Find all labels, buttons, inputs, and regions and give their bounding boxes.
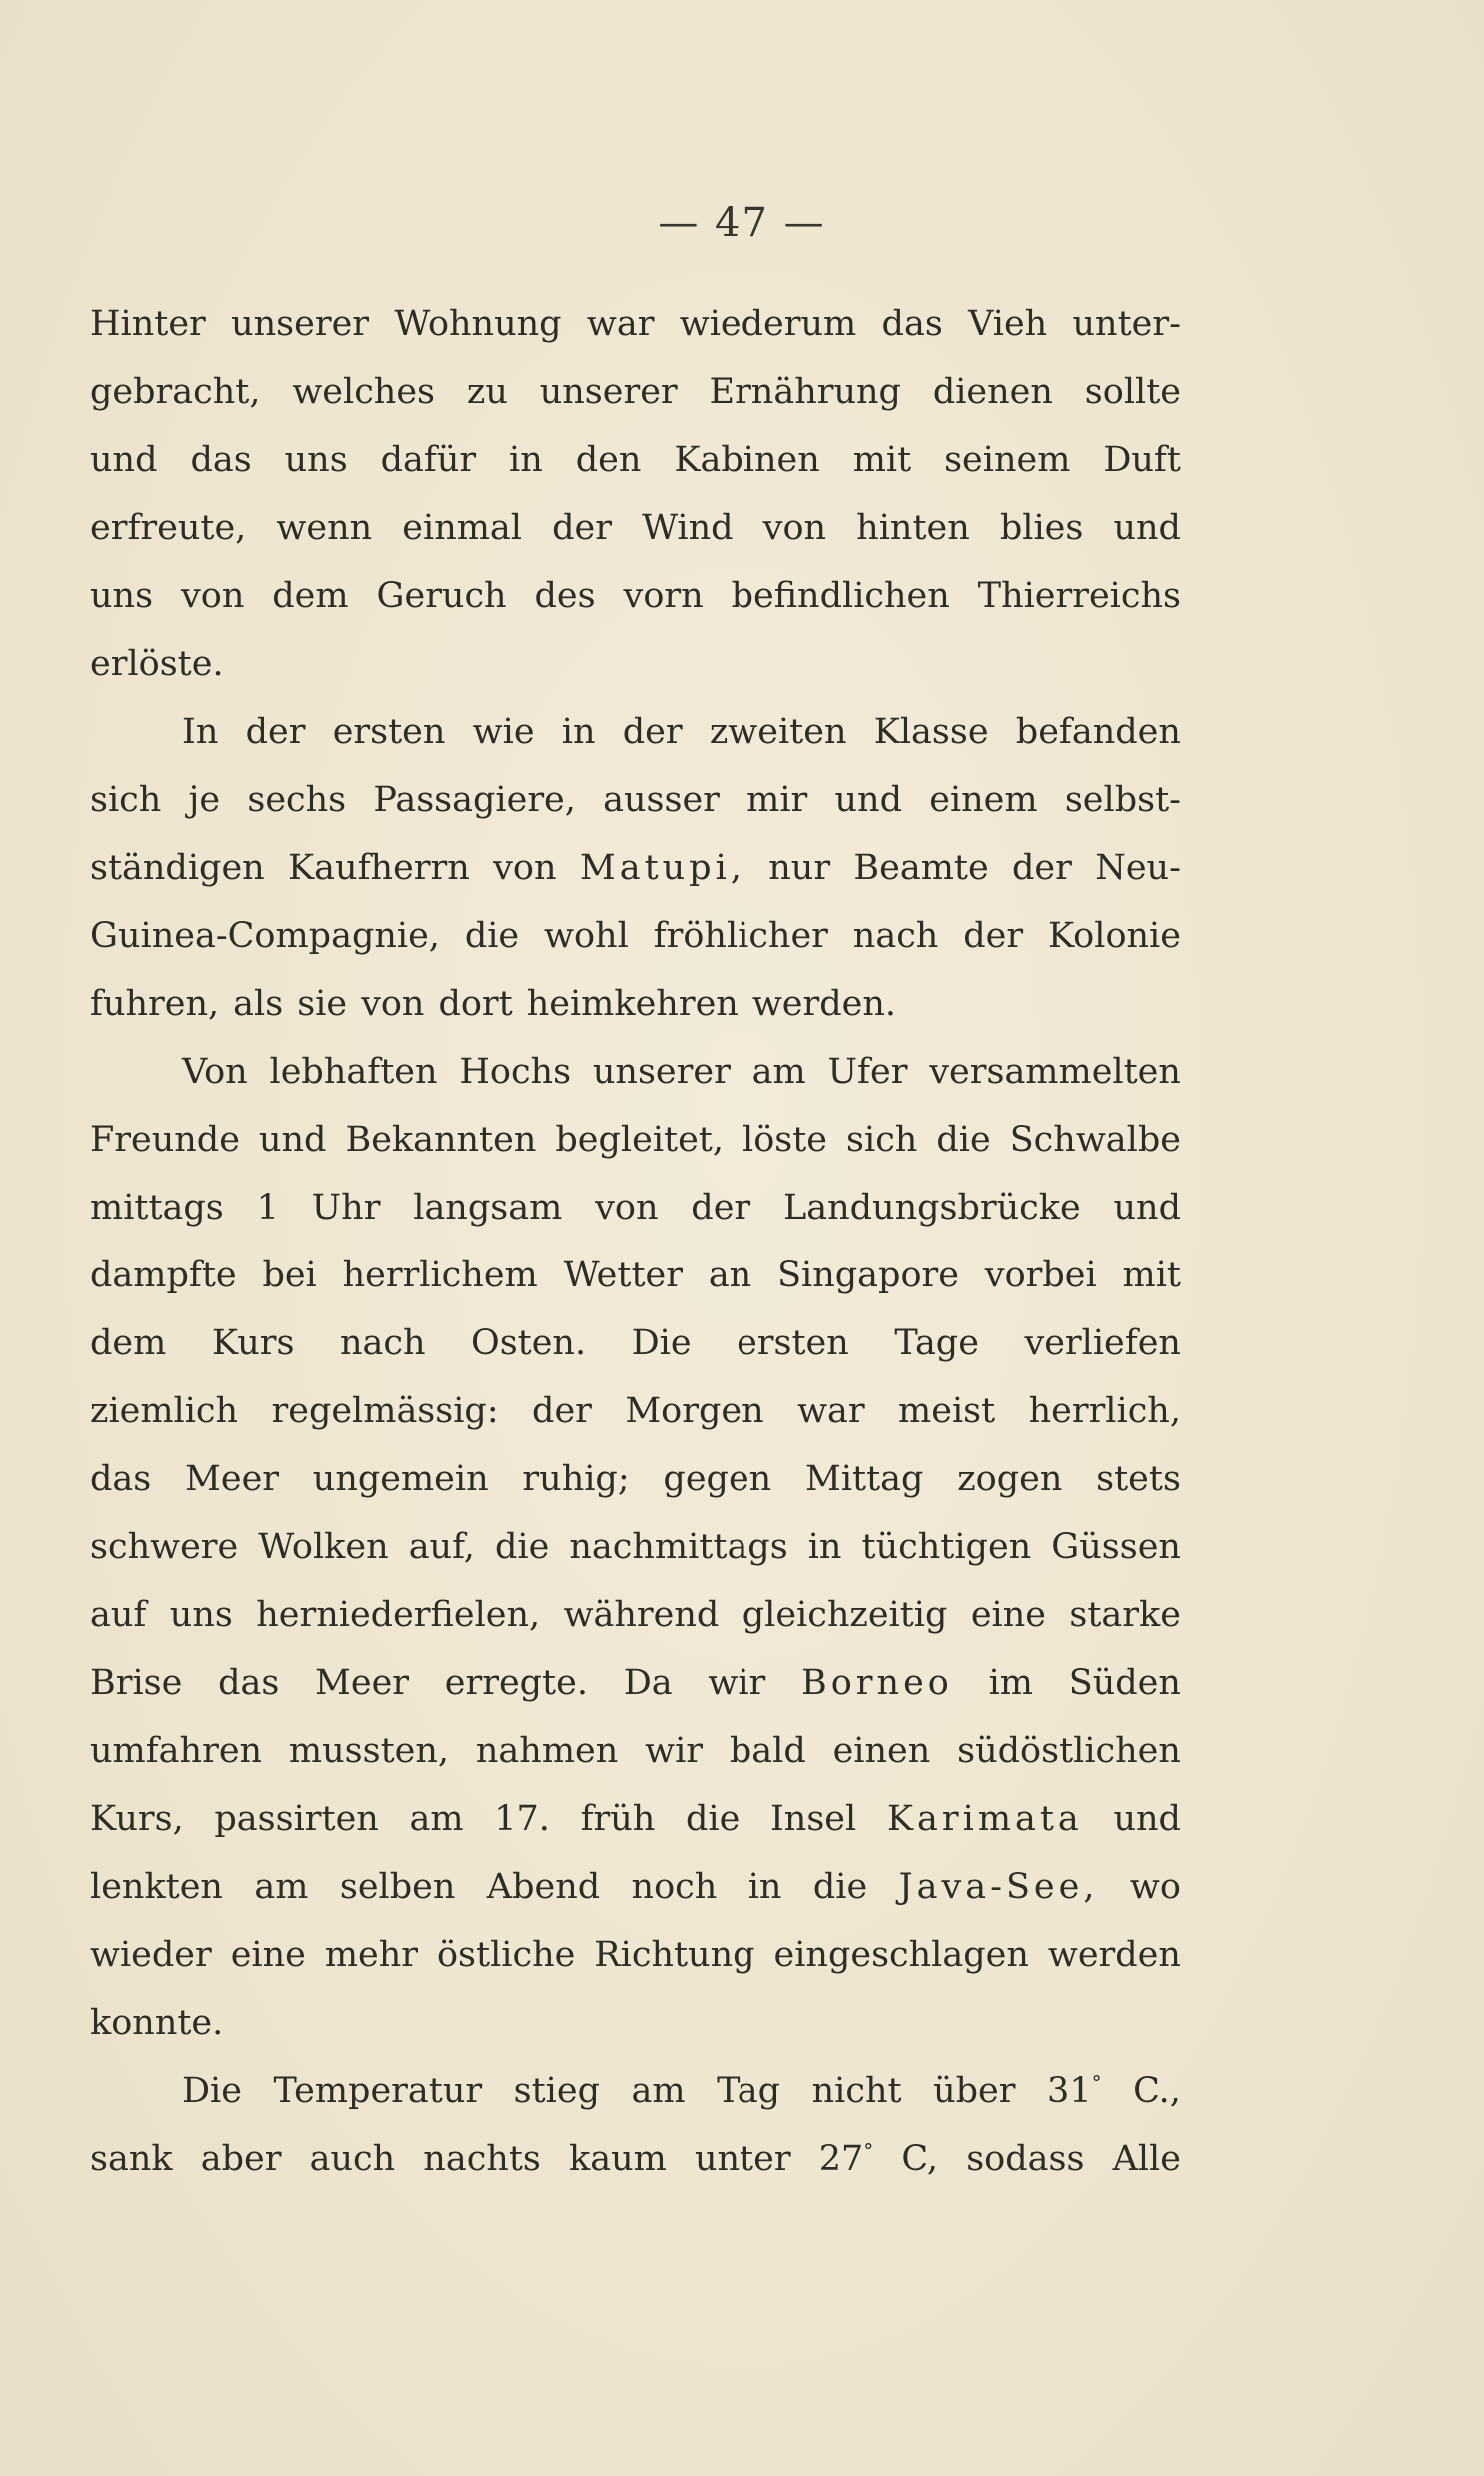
word: Mittag [804,1459,924,1499]
word: Güssen [1051,1527,1181,1567]
word: am [631,2071,686,2111]
word: ersten [332,712,446,752]
text-line [90,902,1181,970]
word: Java-See, [898,1867,1099,1907]
word: herrlichem [342,1255,538,1295]
word: dafür [380,440,477,480]
word: wie [472,712,535,752]
word: die [686,1799,741,1839]
word: regelmässig: [271,1391,499,1431]
word: Insel [769,1799,857,1839]
word: auf [90,1595,147,1635]
word: schwere [90,1527,239,1567]
text-line [90,766,1181,834]
word: von [493,848,557,888]
word: in [561,712,596,752]
word: sich [846,1120,918,1160]
word: die [812,1867,868,1907]
word: wiederum [679,304,857,344]
word: Kurs, [90,1799,184,1839]
word: Wohnung [394,304,562,344]
text-line [90,1513,1181,1581]
word: einem [929,780,1038,820]
word: früh [580,1799,656,1839]
text-line [90,290,1181,358]
word: starke [1069,1595,1181,1635]
word: umfahren [90,1731,263,1771]
word: konnte. [90,2003,224,2043]
text-line [90,1717,1181,1785]
word: Hinter [90,304,206,344]
word: wenn [276,508,373,548]
word: nur [768,848,831,888]
word: löste [742,1120,828,1160]
text-line [90,2125,1181,2193]
word: lenkten [90,1867,223,1907]
word: über [933,2071,1016,2111]
text-line [90,426,1181,494]
word: zogen [957,1459,1063,1499]
word: Alle [1112,2139,1181,2179]
text-line [90,494,1181,562]
body-text [90,290,1181,2193]
word: passirten [214,1799,379,1839]
word: Landungsbrücke [782,1188,1081,1228]
text-line [90,698,1181,766]
word: Richtung [594,1935,755,1975]
word: zu [466,372,508,412]
word: sodass [966,2139,1085,2179]
word: Ufer [827,1052,908,1092]
word: ausser [603,780,720,820]
word: stieg [513,2071,600,2111]
word: nachts [423,2139,541,2179]
word: der [245,712,306,752]
word: wir [645,1731,704,1771]
word: der [552,508,612,548]
word: im [988,1663,1033,1703]
word: zweiten [709,712,847,752]
word: Duft [1103,440,1181,480]
word: auf, [408,1527,475,1567]
word: die [936,1120,991,1160]
word: Meer [315,1663,410,1703]
text-line [90,970,1181,1038]
word: eingeschlagen [773,1935,1029,1975]
word: Von [182,1052,248,1092]
word: begleitet, [555,1120,724,1160]
text-line [90,1309,1181,1377]
word: Karimata [886,1799,1083,1839]
word: bei [262,1255,317,1295]
word: am [751,1052,806,1092]
word: Kabinen [674,440,820,480]
word: fröhlicher [653,916,828,956]
text-line [90,1785,1181,1853]
text-line [90,1445,1181,1513]
word: Osten. [471,1323,587,1363]
word: von [180,576,245,616]
word: Borneo [801,1663,953,1703]
word: als [233,984,284,1024]
word: herrlich, [1028,1391,1181,1431]
word: gleichzeitig [742,1595,948,1635]
word: mit [852,440,912,480]
word: kaum [569,2139,667,2179]
word: der [963,916,1024,956]
word: mir [746,780,808,820]
word: Meer [185,1459,280,1499]
word: Wind [642,508,734,548]
word: Wetter [563,1255,683,1295]
text-line [90,1853,1181,1921]
word: Bekannten [345,1120,537,1160]
word: Kaufherrn [288,848,470,888]
word: einmal [402,508,522,548]
word: nach [852,916,939,956]
word: nach [339,1323,426,1363]
text-line [90,834,1181,902]
word: Temperatur [273,2071,483,2111]
word: dem [272,576,349,616]
word: und [1113,508,1181,548]
word: welches [292,372,436,412]
word: nachmittags [569,1527,788,1567]
word: unter [694,2139,791,2179]
word: C, [901,2139,939,2179]
word: das [90,1459,152,1499]
word: erregte. [444,1663,588,1703]
word: Wolken [258,1527,389,1567]
word: je [188,780,221,820]
word: 17. [494,1799,550,1839]
word: selben [339,1867,456,1907]
word: Vieh [968,304,1048,344]
word: 31° [1047,2070,1102,2111]
word: befindlichen [731,576,950,616]
word: versammelten [929,1052,1181,1092]
word: selbst- [1064,780,1181,820]
word: das [190,440,252,480]
word: eine [970,1595,1046,1635]
word: das [218,1663,280,1703]
word: am [409,1799,464,1839]
word: mehr [324,1935,419,1975]
word: auch [309,2139,396,2179]
word: hinten [856,508,970,548]
word: Thierreichs [977,576,1181,616]
text-line [90,1038,1181,1106]
text-line [90,2057,1181,2125]
word: nahmen [475,1731,619,1771]
word: Schwalbe [1009,1120,1181,1160]
word: bald [729,1731,806,1771]
word: eine [230,1935,306,1975]
word: von [595,1188,659,1228]
word: einen [832,1731,931,1771]
text-line [90,1581,1181,1649]
word: Neu- [1095,848,1181,888]
word: am [254,1867,309,1907]
word: den [575,440,642,480]
word: und [1113,1188,1181,1228]
word: blies [999,508,1084,548]
word: tüchtigen [861,1527,1032,1567]
word: mittags [90,1188,224,1228]
word: werden [1047,1935,1181,1975]
word: Freunde [90,1120,240,1160]
word: gegen [663,1459,772,1499]
word: herniederfielen, [256,1595,541,1635]
word: sollte [1084,372,1181,412]
word: ständigen [90,848,265,888]
word: Klasse [873,712,989,752]
word: war [586,304,655,344]
word: 1 [256,1188,279,1228]
word: In [182,712,219,752]
word: Kurs [211,1323,295,1363]
word: sank [90,2139,173,2179]
word: Geruch [376,576,507,616]
word: südöstlichen [957,1731,1181,1771]
word: vorbei [984,1255,1097,1295]
word: werden. [751,984,897,1024]
word: und [90,440,158,480]
word: Ernährung [709,372,901,412]
word: sich [90,780,162,820]
word: der [1012,848,1072,888]
word: Tage [894,1323,979,1363]
word: in [747,1867,782,1907]
word: aber [200,2139,282,2179]
word: dienen [932,372,1053,412]
text-line [90,1377,1181,1445]
word: verliefen [1024,1323,1181,1363]
word: unserer [539,372,678,412]
word: Singapore [777,1255,959,1295]
word: uns [90,576,154,616]
text-line [90,630,1181,698]
word: sie [297,984,348,1024]
word: der [691,1188,751,1228]
word: ruhig; [522,1459,630,1499]
word: Brise [90,1663,183,1703]
word: Beamte [853,848,989,888]
word: von [361,984,425,1024]
word: Hochs [459,1052,572,1092]
text-line [90,1174,1181,1241]
text-line [90,1649,1181,1717]
word: Morgen [625,1391,764,1431]
word: unserer [592,1052,731,1092]
word: mit [1122,1255,1181,1295]
word: während [563,1595,720,1635]
word: Kolonie [1047,916,1181,956]
word: die [495,1527,550,1567]
word: vorn [623,576,704,616]
word: wohl [544,916,629,956]
word: Guinea-Compagnie, [90,916,440,956]
word: seinem [944,440,1071,480]
word: uns [284,440,348,480]
word: Die [182,2071,242,2111]
word: Passagiere, [373,780,576,820]
word: dort [438,984,513,1024]
word: wo [1129,1867,1181,1907]
word: des [534,576,596,616]
word: befanden [1015,712,1181,752]
word: in [807,1527,842,1567]
word: mussten, [288,1731,450,1771]
word: fuhren, [90,984,220,1024]
word: Abend [486,1867,601,1907]
word: sechs [247,780,347,820]
word: erlöste. [90,644,224,684]
word: Uhr [311,1188,381,1228]
word: meist [898,1391,996,1431]
text-line [90,1921,1181,1989]
word: Matupi, [579,848,745,888]
page-number: — 47 — [658,200,826,246]
word: ersten [737,1323,849,1363]
word: nicht [811,2071,902,2111]
word: dem [90,1323,167,1363]
word: dampfte [90,1255,237,1295]
word: der [622,712,683,752]
word: die [464,916,520,956]
word: lebhaften [269,1052,438,1092]
word: wieder [90,1935,212,1975]
word: und [258,1120,327,1160]
word: ungemein [312,1459,489,1499]
text-line [90,1106,1181,1174]
word: und [1113,1799,1181,1839]
word: heimkehren [526,984,739,1024]
text-line [90,1989,1181,2057]
word: Die [631,1323,692,1363]
word: Tag [717,2071,781,2111]
word: ziemlich [90,1391,239,1431]
word: gebracht, [90,372,261,412]
word: uns [169,1595,233,1635]
text-line [90,1241,1181,1309]
word: östliche [436,1935,576,1975]
word: Süden [1068,1663,1181,1703]
text-line [90,562,1181,630]
word: an [708,1255,752,1295]
word: von [762,508,827,548]
word: in [509,440,543,480]
word: unserer [231,304,370,344]
word: C., [1133,2071,1181,2111]
word: war [797,1391,865,1431]
word: langsam [413,1188,563,1228]
word: und [834,780,902,820]
word: wir [708,1663,766,1703]
word: Da [623,1663,673,1703]
word: das [881,304,943,344]
word: 27° [818,2138,874,2179]
word: der [532,1391,592,1431]
word: unter- [1072,304,1181,344]
text-line [90,358,1181,426]
word: stets [1096,1459,1181,1499]
word: erfreute, [90,508,247,548]
word: noch [631,1867,718,1907]
